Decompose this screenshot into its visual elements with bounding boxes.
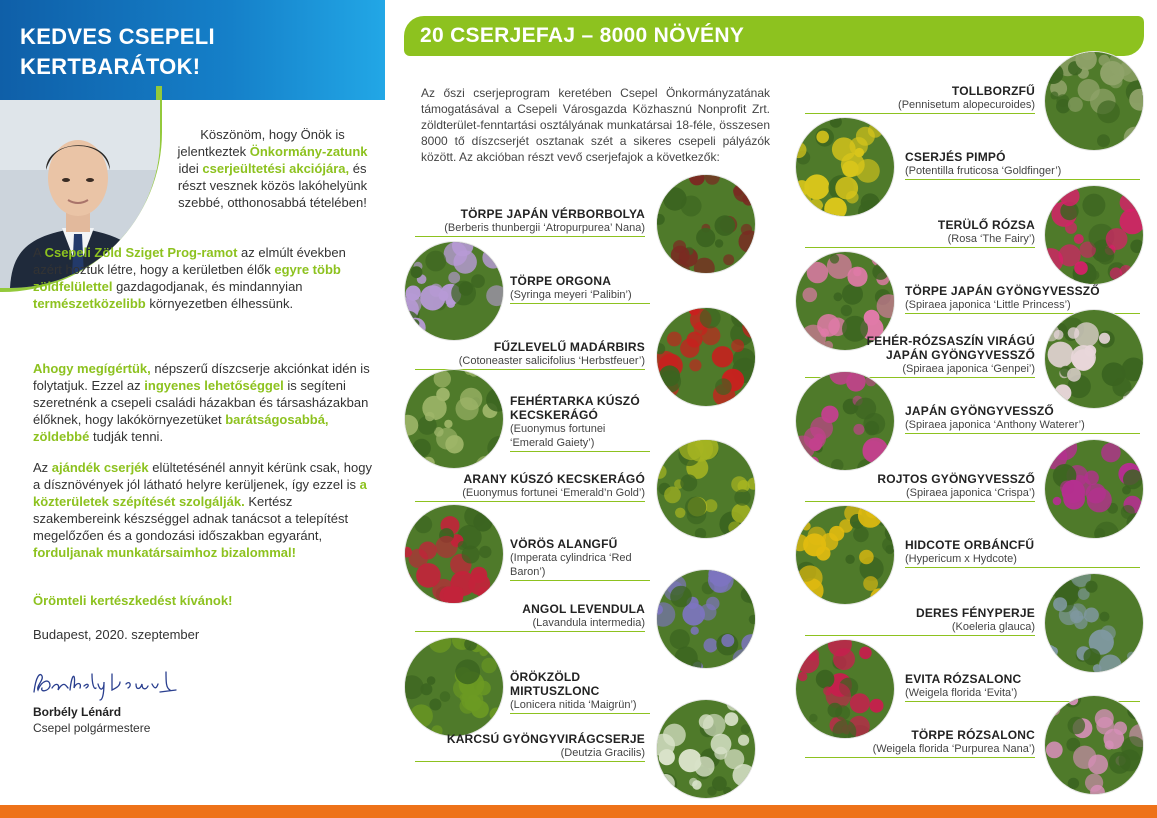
plant-name: FŰZLEVELŰ MADÁRBIRS bbox=[493, 340, 645, 354]
highlighted-text: ajándék cserjék bbox=[51, 460, 149, 475]
plants-banner bbox=[404, 16, 1144, 56]
plant-entry bbox=[905, 404, 1140, 434]
letter-text: környezetben élhessünk. bbox=[145, 296, 294, 311]
plant-photo bbox=[657, 700, 755, 798]
highlighted-text: Önkormány-zatunk bbox=[249, 144, 368, 159]
plant-underline bbox=[510, 451, 650, 452]
plant-underline bbox=[805, 113, 1035, 114]
plant-underline bbox=[805, 757, 1035, 758]
plant-latin-name: (Deutzia Gracilis) bbox=[560, 747, 645, 759]
letter-text: és részt vesznek közös lakóhelyünk szebbé, otthonosabbá tételében! bbox=[177, 161, 368, 210]
plant-entry bbox=[805, 472, 1035, 502]
plant-underline bbox=[415, 501, 645, 502]
plant-photo bbox=[796, 372, 894, 470]
plant-photo bbox=[1045, 574, 1143, 672]
plant-name: ARANY KÚSZÓ KECSKERÁGÓ bbox=[463, 472, 645, 486]
letter-paragraph-1 bbox=[170, 126, 375, 211]
letter-paragraph-4 bbox=[33, 459, 375, 561]
plant-photo bbox=[405, 370, 503, 468]
plant-name: HIDCOTE ORBÁNCFŰ bbox=[905, 538, 1035, 552]
letter-text: is segíteni szeretnénk a csepeli családi házakban és társasházakban élőknek, hogy lakókörnyezetüket bbox=[33, 378, 369, 427]
letter-text: népszerű díszcserje akciónkat idén is folytatjuk. Ezzel az bbox=[33, 361, 370, 393]
plant-name: KARCSÚ GYÖNGYVIRÁGCSERJE bbox=[446, 732, 645, 746]
plant-photo bbox=[796, 506, 894, 604]
highlighted-text: forduljanak munkatársaimhoz bizalommal! bbox=[33, 545, 296, 560]
plant-name: TERÜLŐ RÓZSA bbox=[937, 218, 1035, 232]
plant-underline bbox=[415, 236, 645, 237]
letter-header bbox=[0, 0, 385, 100]
plant-entry bbox=[510, 670, 650, 714]
plant-name: FEHÉRTARKA KÚSZÓ KECSKERÁGÓ bbox=[510, 394, 640, 422]
letter-text: elültetésénél annyit kérünk csak, hogy a dísznövények jól látható helyre kerüljenek, így ezzel is bbox=[33, 460, 372, 492]
plant-entry bbox=[415, 732, 645, 762]
letter-text: Kertész szakembereink készséggel adnak tanácsot a telepítést megelőzően és a gondozási időszakban egyaránt, bbox=[33, 494, 349, 543]
plant-photo bbox=[657, 308, 755, 406]
plant-name: ROJTOS GYÖNGYVESSZŐ bbox=[877, 472, 1035, 486]
highlighted-text: barátságosabbá, zöldebbé bbox=[33, 412, 329, 444]
plant-latin-name: (Spiraea japonica ‘Little Princess’) bbox=[905, 299, 1071, 311]
plant-entry bbox=[905, 284, 1140, 314]
plant-photo bbox=[1045, 52, 1143, 150]
plant-photo bbox=[405, 638, 503, 736]
letter-text: A bbox=[33, 245, 45, 260]
plant-latin-name: (Euonymus fortunei ‘Emerald Gaiety’) bbox=[510, 423, 606, 449]
plant-latin-name: (Spiraea japonica ‘Crispa’) bbox=[905, 487, 1035, 499]
highlighted-text: Csepeli Zöld Sziget Prog-ramot bbox=[44, 245, 238, 260]
plant-photo bbox=[405, 505, 503, 603]
plant-latin-name: (Rosa ‘The Fairy’) bbox=[947, 233, 1035, 245]
letter-text: idei bbox=[178, 161, 203, 176]
plant-underline bbox=[805, 635, 1035, 636]
signer-name: Borbély Lénárd bbox=[33, 705, 122, 719]
plant-name: TÖRPE ORGONA bbox=[510, 274, 612, 288]
plant-photo bbox=[1045, 696, 1143, 794]
plant-latin-name: (Berberis thunbergii ‘Atropurpurea’ Nana) bbox=[444, 222, 645, 234]
plant-latin-name: (Potentilla fruticosa ‘Goldfinger’) bbox=[905, 165, 1062, 177]
plant-latin-name: (Lonicera nitida ‘Maigrün’) bbox=[510, 699, 637, 711]
plant-name: TÖRPE JAPÁN GYÖNGYVESSZŐ bbox=[905, 284, 1100, 298]
plant-name: VÖRÖS ALANGFŰ bbox=[510, 537, 618, 551]
plant-entry bbox=[805, 728, 1035, 758]
letter-text: Az bbox=[33, 460, 52, 475]
plant-name: EVITA RÓZSALONC bbox=[905, 672, 1022, 686]
plant-entry bbox=[905, 538, 1140, 568]
plant-photo bbox=[657, 175, 755, 273]
highlighted-text: a közterületek szépítését szolgálják. bbox=[33, 477, 367, 509]
plant-latin-name: (Lavandula intermedia) bbox=[532, 617, 645, 629]
plant-photo bbox=[405, 242, 503, 340]
plants-title: 20 CSERJEFAJ – 8000 NÖVÉNY bbox=[420, 24, 745, 47]
plant-entry bbox=[415, 602, 645, 632]
handwritten-signature bbox=[30, 666, 180, 707]
plant-name: JAPÁN GYÖNGYVESSZŐ bbox=[905, 404, 1054, 418]
letter-closing: Örömteli kertészkedést kívánok! bbox=[33, 593, 233, 608]
letter-paragraph-3 bbox=[33, 360, 375, 445]
bottom-bar bbox=[0, 805, 1157, 818]
plant-entry bbox=[805, 218, 1035, 248]
plant-underline bbox=[905, 179, 1140, 180]
plant-entry bbox=[905, 150, 1140, 180]
plant-latin-name: (Euonymus fortunei ‘Emerald’n Gold’) bbox=[462, 487, 645, 499]
plant-name: TÖRPE JAPÁN VÉRBORBOLYA bbox=[460, 207, 645, 221]
letter-text: tudják tenni. bbox=[89, 429, 164, 444]
plant-underline bbox=[905, 567, 1140, 568]
plant-photo bbox=[1045, 310, 1143, 408]
plant-entry bbox=[510, 394, 650, 452]
plant-underline bbox=[805, 247, 1035, 248]
plant-entry bbox=[415, 340, 645, 370]
plant-underline bbox=[905, 433, 1140, 434]
plant-underline bbox=[415, 631, 645, 632]
plant-name: TOLLBORZFŰ bbox=[951, 84, 1035, 98]
plant-latin-name: (Spiraea japonica ‘Genpei’) bbox=[902, 363, 1035, 375]
letter-date: Budapest, 2020. szeptember bbox=[33, 627, 200, 642]
plant-underline bbox=[510, 303, 650, 304]
plant-name: DERES FÉNYPERJE bbox=[915, 606, 1035, 620]
plant-latin-name: (Koeleria glauca) bbox=[951, 621, 1035, 633]
plant-name: ÖRÖKZÖLD MIRTUSZLONC bbox=[510, 670, 600, 698]
plant-name: TÖRPE RÓZSALONC bbox=[911, 728, 1035, 742]
plant-name: CSERJÉS PIMPÓ bbox=[905, 150, 1006, 164]
plant-photo bbox=[796, 640, 894, 738]
plant-entry bbox=[415, 207, 645, 237]
plant-underline bbox=[510, 713, 650, 714]
plant-photo bbox=[657, 440, 755, 538]
plant-photo bbox=[657, 570, 755, 668]
plant-latin-name: (Hypericum x Hydcote) bbox=[905, 553, 1017, 565]
highlighted-text: természetközelibb bbox=[33, 296, 146, 311]
plant-photo bbox=[1045, 186, 1143, 284]
highlighted-text: ingyenes lehetőséggel bbox=[144, 378, 284, 393]
highlighted-text: egyre több zöldfelülettel bbox=[33, 262, 341, 294]
plant-photo bbox=[796, 118, 894, 216]
letter-text: gazdagodjanak, és mindannyian bbox=[112, 279, 303, 294]
highlighted-text: Ahogy megígértük, bbox=[33, 361, 151, 376]
plant-entry bbox=[415, 472, 645, 502]
plant-latin-name: (Cotoneaster salicifolius ‘Herbstfeuer’) bbox=[458, 355, 645, 367]
letter-title: KEDVES CSEPELI KERTBARÁTOK! bbox=[20, 24, 215, 79]
highlighted-text: cserjeültetési akciójára, bbox=[202, 161, 350, 176]
plant-latin-name: (Weigela florida ‘Evita’) bbox=[905, 687, 1018, 699]
plant-underline bbox=[510, 580, 650, 581]
plant-underline bbox=[415, 761, 645, 762]
plants-intro: Az őszi cserjeprogram keretében Csepel Önkormányzatának támogatásával a Csepeli Városgazda Közhasznú Nonprofit Zrt. zöldterület-fenntartási osztályának munkatársai 18-féle, összesen 8000 tő díszcserjét osztanak szét a sikeres csepeli pályázók között. Az akcióban részt vevő cserjefajok a következők: bbox=[421, 86, 770, 164]
plant-entry bbox=[805, 84, 1035, 114]
plant-name: ANGOL LEVENDULA bbox=[522, 602, 645, 616]
letter-text: az elmúlt években azért hoztuk létre, hogy a kerületben élők bbox=[33, 245, 346, 277]
plant-photo bbox=[1045, 440, 1143, 538]
plant-latin-name: (Imperata cylindrica ‘Red Baron’) bbox=[510, 552, 632, 578]
plant-name: FEHÉR-RÓZSASZÍN VIRÁGÚ JAPÁN GYÖNGYVESSZŐ bbox=[866, 334, 1035, 362]
plant-latin-name: (Spiraea japonica ‘Anthony Waterer’) bbox=[905, 419, 1085, 431]
signer-role: Csepel polgármestere bbox=[33, 721, 151, 735]
plant-latin-name: (Syringa meyeri ‘Palibin’) bbox=[510, 289, 632, 301]
plant-latin-name: (Weigela florida ‘Purpurea Nana’) bbox=[872, 743, 1035, 755]
letter-paragraph-2 bbox=[33, 244, 375, 312]
plant-entry bbox=[805, 606, 1035, 636]
plant-underline bbox=[805, 501, 1035, 502]
letter-text: Köszönöm, hogy Önök is jelentkeztek bbox=[177, 127, 345, 159]
plant-latin-name: (Pennisetum alopecuroides) bbox=[898, 99, 1035, 111]
plant-entry bbox=[510, 274, 650, 304]
plant-entry bbox=[510, 537, 650, 581]
